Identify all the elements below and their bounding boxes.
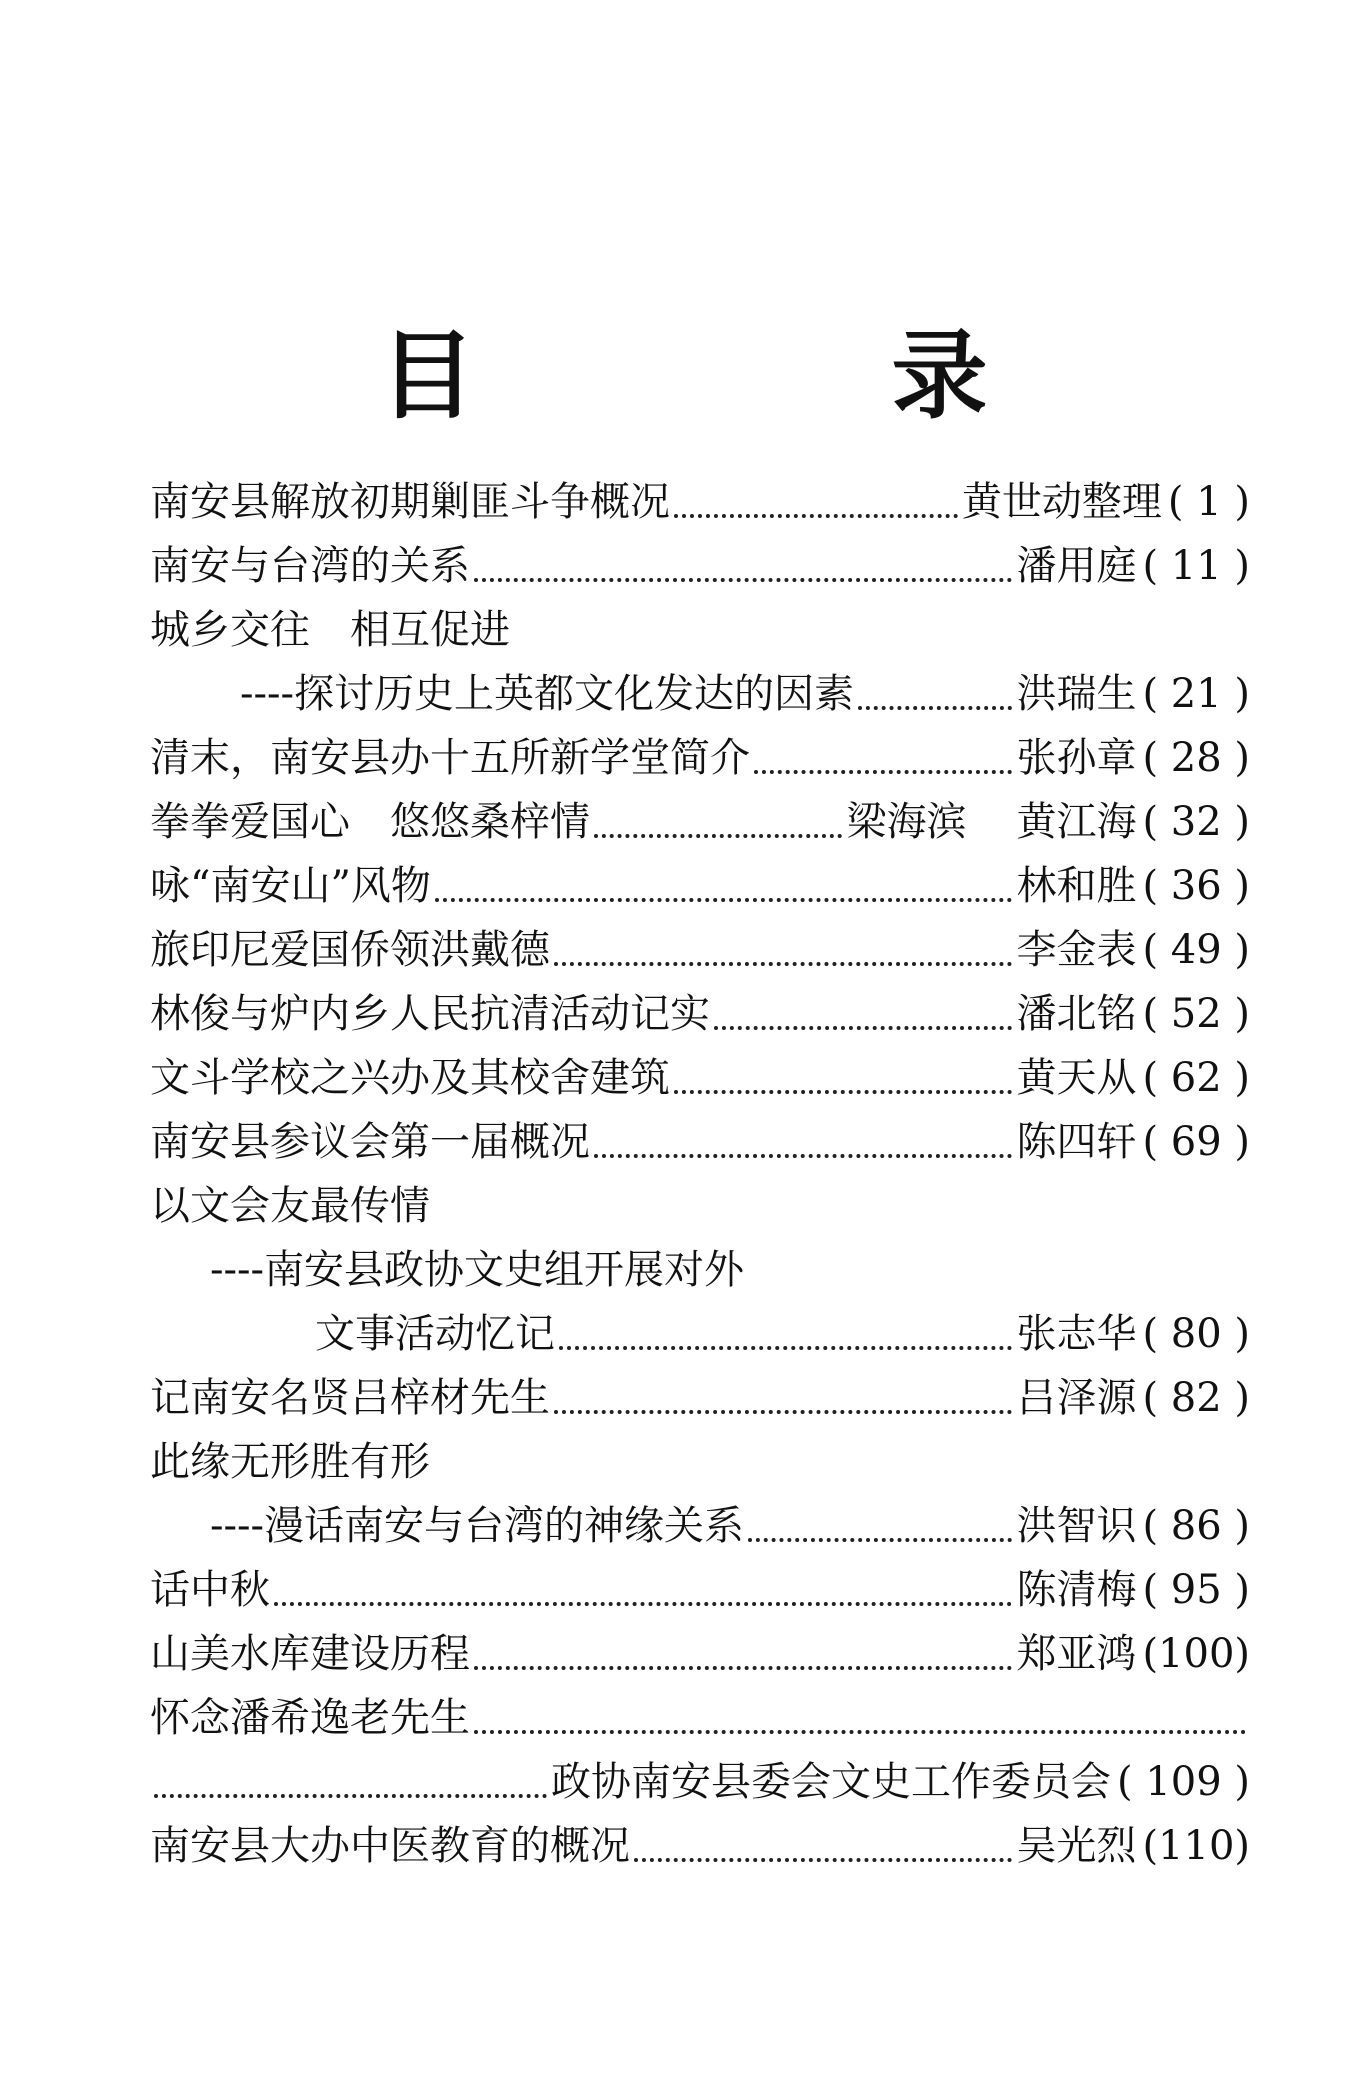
entry-page: ( 80 )	[1142, 1311, 1250, 1357]
entry-title: 旅印尼爱国侨领洪戴德	[150, 927, 550, 973]
entry-subtitle: ----南安县政协文史组开展对外	[210, 1247, 745, 1293]
entry-author: 潘北铭	[1016, 991, 1137, 1037]
entry-author: 洪智识	[1016, 1503, 1137, 1549]
entry-title: 城乡交往 相互促进	[150, 607, 510, 653]
entry-author: 郑亚鸿	[1016, 1631, 1137, 1677]
entry-coauthor: 梁海滨	[846, 799, 967, 845]
entry-author: 陈清梅	[1016, 1567, 1137, 1613]
entry-subtitle: 文事活动忆记	[315, 1311, 555, 1357]
dot-leader	[594, 790, 842, 854]
toc-entry-heading[interactable]	[150, 1686, 1250, 1750]
entry-author: 李金表	[1016, 927, 1137, 973]
dot-leader	[554, 1366, 1012, 1430]
toc-entry-heading[interactable]	[150, 598, 1250, 662]
dot-leader	[674, 1046, 1012, 1110]
dot-leader	[554, 918, 1012, 982]
entry-title: 以文会友最传情	[150, 1183, 430, 1229]
toc-entry[interactable]	[150, 982, 1250, 1046]
toc-entry[interactable]	[150, 1622, 1250, 1686]
entry-author: 吴光烈	[1016, 1823, 1137, 1869]
entry-title: 清末，南安县办十五所新学堂简介	[150, 735, 750, 781]
toc-entry[interactable]	[150, 1814, 1250, 1878]
entry-page: ( 11 )	[1142, 543, 1250, 589]
entry-author: 政协南安县委会文史工作委员会	[551, 1759, 1111, 1805]
entry-subtitle: ----漫话南安与台湾的神缘关系	[210, 1503, 745, 1549]
toc-entry-subtitle[interactable]	[150, 1494, 1250, 1558]
entry-title: 南安与台湾的关系	[150, 543, 470, 589]
toc-entry-subtitle[interactable]	[150, 662, 1250, 726]
toc-entry[interactable]	[150, 790, 1250, 854]
toc-entry-heading[interactable]	[150, 1174, 1250, 1238]
page-title: 目 录	[379, 320, 1148, 432]
entry-page: ( 69 )	[1142, 1119, 1250, 1165]
dot-leader	[714, 982, 1012, 1046]
dot-leader	[154, 1750, 547, 1814]
dot-leader	[274, 1558, 1012, 1622]
dot-leader	[435, 854, 1013, 918]
entry-author: 洪瑞生	[1016, 671, 1137, 717]
toc-entry[interactable]	[150, 918, 1250, 982]
entry-page: ( 1 )	[1167, 479, 1250, 525]
entry-title: 山美水库建设历程	[150, 1631, 470, 1677]
entry-page: ( 86 )	[1142, 1503, 1250, 1549]
toc-entry[interactable]	[150, 1750, 1250, 1814]
entry-page: (100)	[1142, 1631, 1250, 1677]
dot-leader	[594, 1110, 1012, 1174]
dot-leader	[474, 1686, 1246, 1750]
toc-entry[interactable]	[150, 534, 1250, 598]
entry-author: 张志华	[1016, 1311, 1137, 1357]
entry-page: ( 49 )	[1142, 927, 1250, 973]
entry-page: (110)	[1142, 1823, 1250, 1869]
entry-subtitle: ----探讨历史上英都文化发达的因素	[240, 671, 855, 717]
toc-entry[interactable]	[150, 726, 1250, 790]
toc-entry[interactable]	[150, 1366, 1250, 1430]
entry-page: ( 82 )	[1142, 1375, 1250, 1421]
entry-page: ( 95 )	[1142, 1567, 1250, 1613]
entry-title: 南安县参议会第一届概况	[150, 1119, 590, 1165]
entry-title: 南安县解放初期剿匪斗争概况	[150, 479, 670, 525]
entry-author: 吕泽源	[1016, 1375, 1137, 1421]
entry-title: 怀念潘希逸老先生	[150, 1695, 470, 1741]
entry-author: 张孙章	[1016, 735, 1137, 781]
entry-title: 咏“南安山”风物	[150, 863, 431, 909]
entry-author: 黄天从	[1016, 1055, 1137, 1101]
entry-page: ( 36 )	[1142, 863, 1250, 909]
entry-author: 潘用庭	[1016, 543, 1137, 589]
entry-author: 黄江海	[1016, 799, 1137, 845]
dot-leader	[674, 470, 958, 534]
entry-title: 记南安名贤吕梓材先生	[150, 1375, 550, 1421]
entry-page: ( 32 )	[1142, 799, 1250, 845]
table-of-contents	[150, 470, 1250, 1878]
toc-entry-heading[interactable]	[150, 1430, 1250, 1494]
dot-leader	[858, 662, 1012, 726]
entry-title: 拳拳爱国心 悠悠桑梓情	[150, 799, 590, 845]
dot-leader	[474, 534, 1012, 598]
entry-title: 话中秋	[150, 1567, 270, 1613]
entry-page: ( 109 )	[1117, 1759, 1250, 1805]
dot-leader	[474, 1622, 1012, 1686]
entry-title: 林俊与炉内乡人民抗清活动记实	[150, 991, 710, 1037]
dot-leader	[748, 1494, 1012, 1558]
entry-author: 陈四轩	[1016, 1119, 1137, 1165]
entry-page: ( 52 )	[1142, 991, 1250, 1037]
entry-page: ( 21 )	[1142, 671, 1250, 717]
toc-entry-subtitle[interactable]	[150, 1238, 1250, 1302]
toc-entry[interactable]	[150, 1046, 1250, 1110]
toc-entry[interactable]	[150, 1110, 1250, 1174]
dot-leader	[754, 726, 1012, 790]
toc-entry[interactable]	[150, 854, 1250, 918]
entry-author: 黄世动整理	[961, 479, 1162, 525]
dot-leader	[559, 1302, 1012, 1366]
dot-leader	[634, 1814, 1012, 1878]
entry-title: 文斗学校之兴办及其校舍建筑	[150, 1055, 670, 1101]
entry-title: 南安县大办中医教育的概况	[150, 1823, 630, 1869]
entry-title: 此缘无形胜有形	[150, 1439, 430, 1485]
toc-entry[interactable]	[150, 470, 1250, 534]
toc-entry[interactable]	[150, 1558, 1250, 1622]
entry-author: 林和胜	[1016, 863, 1137, 909]
entry-page: ( 28 )	[1142, 735, 1250, 781]
entry-page: ( 62 )	[1142, 1055, 1250, 1101]
toc-entry-subtitle[interactable]	[150, 1302, 1250, 1366]
